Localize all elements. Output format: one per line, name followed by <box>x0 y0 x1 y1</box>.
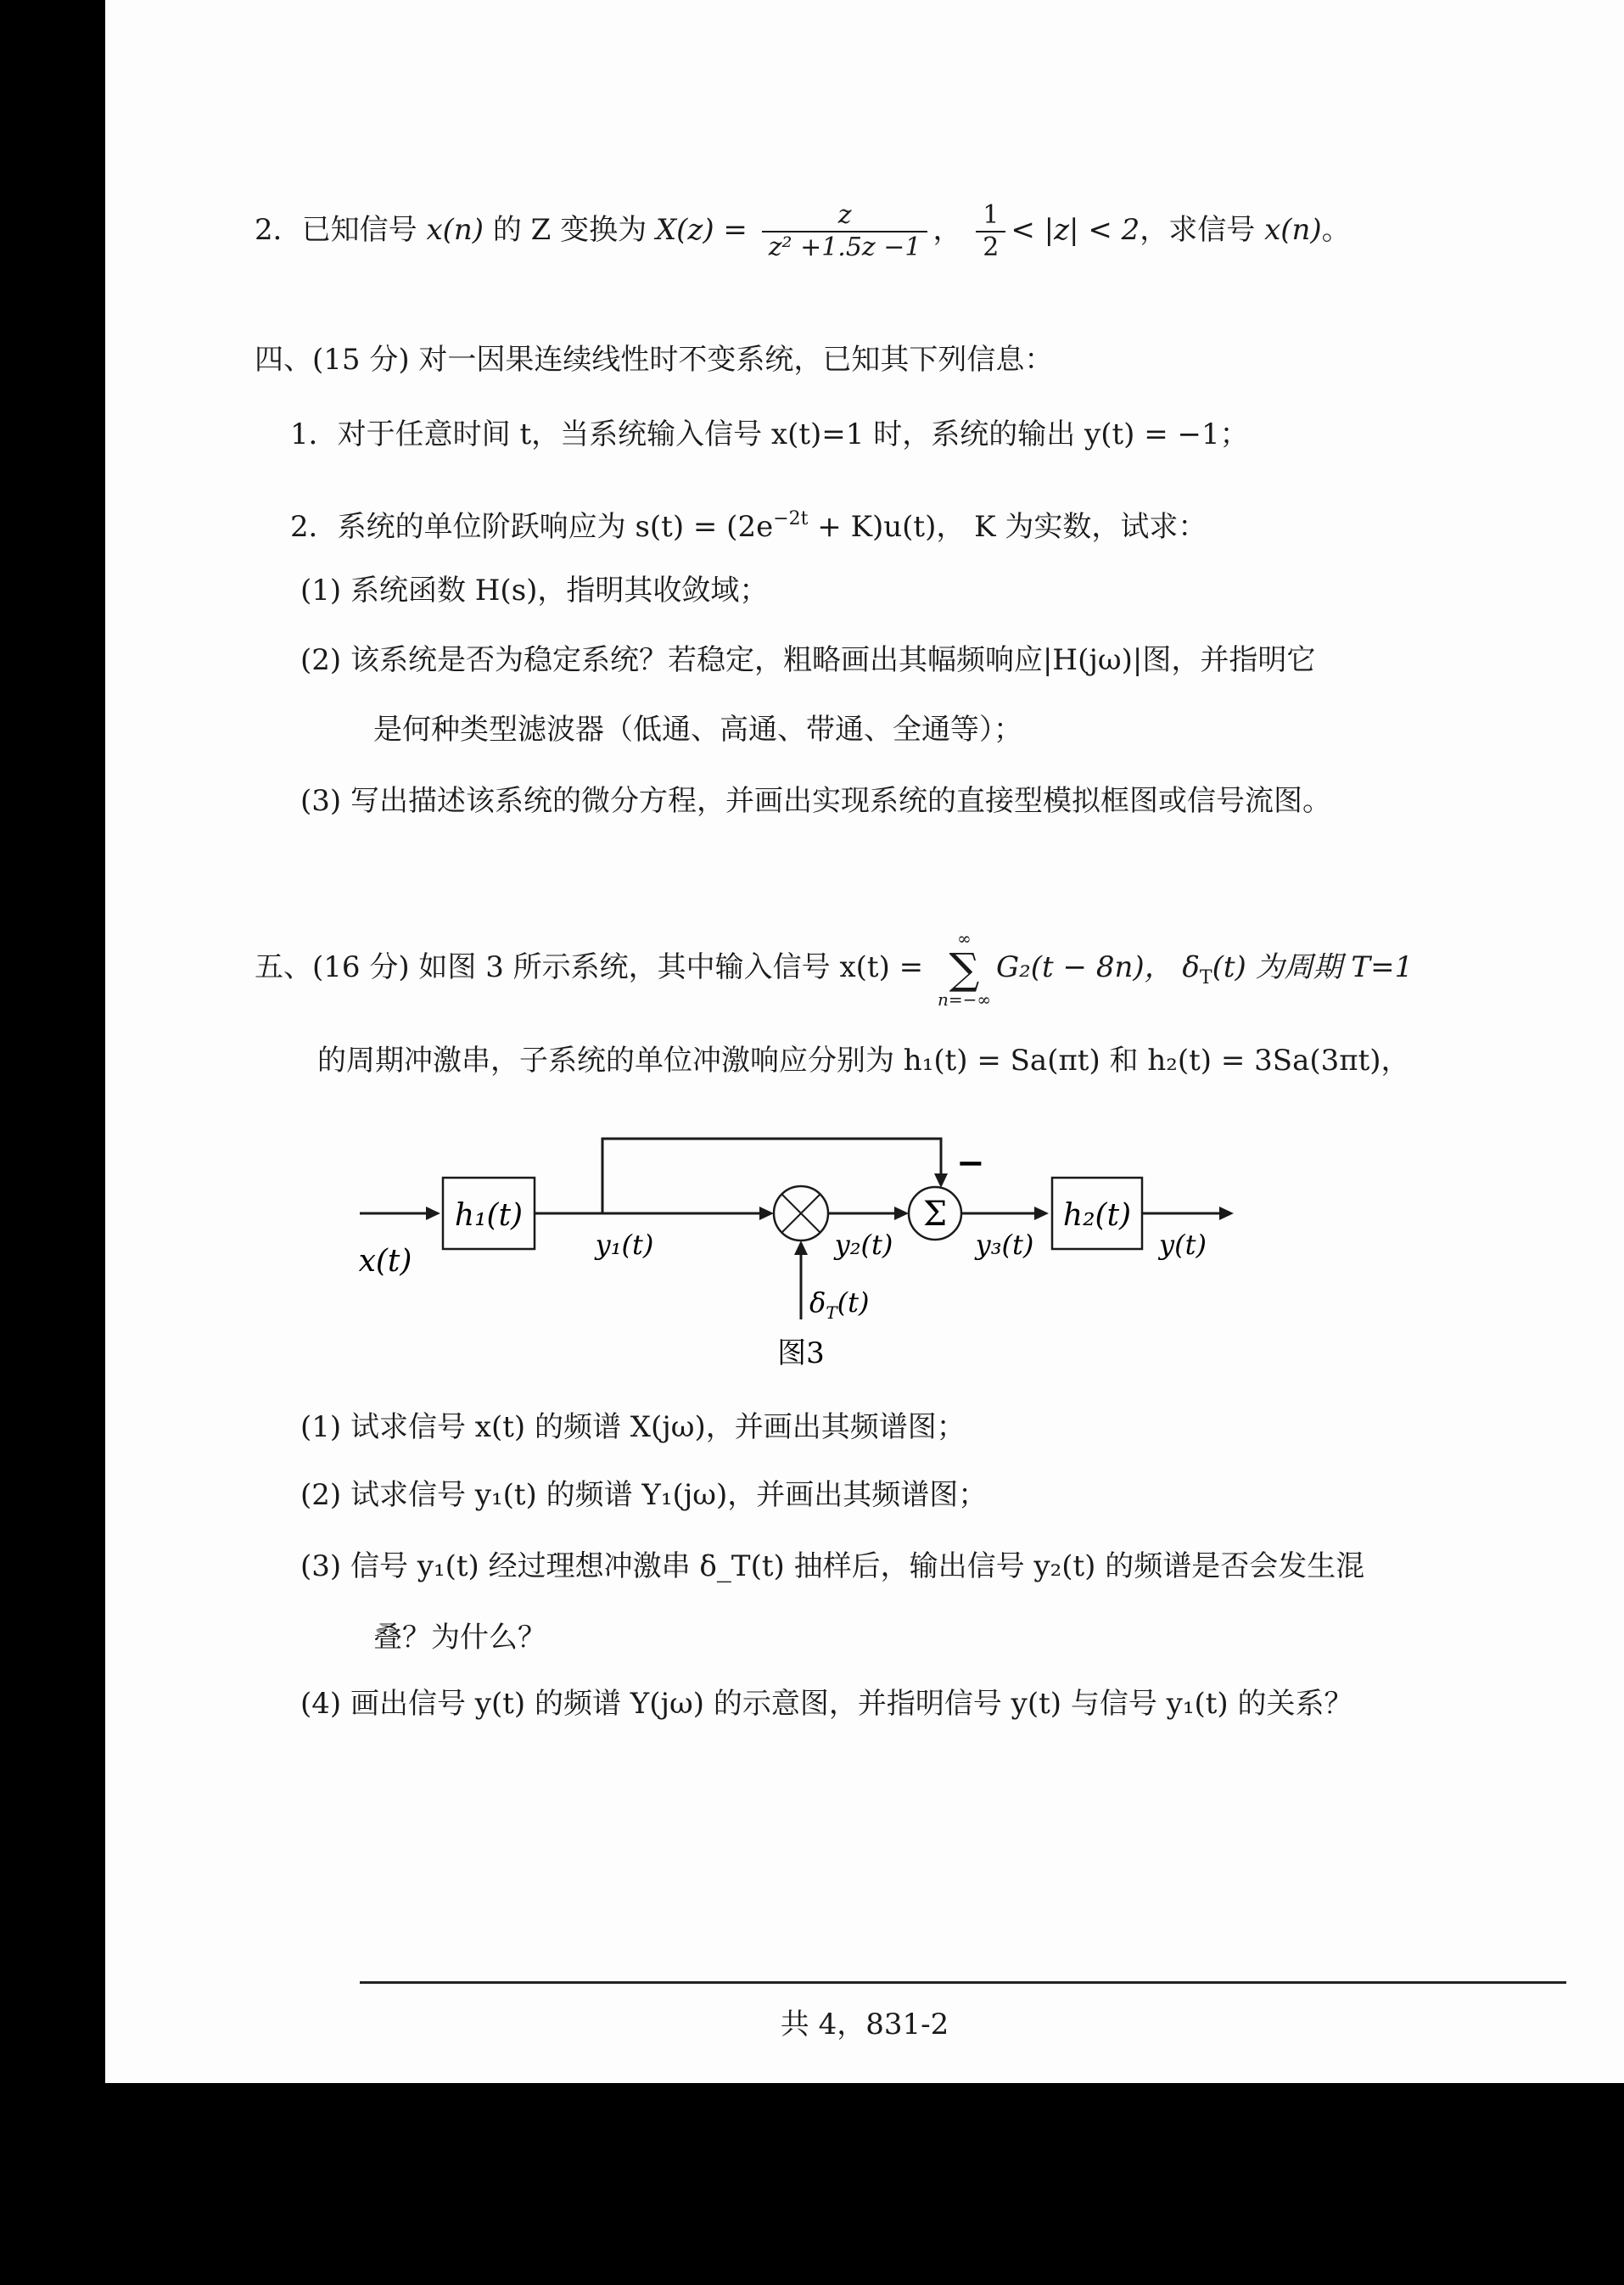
q3-2-xn2: x(n) <box>1264 213 1322 247</box>
q3-2-end: 。 <box>1321 213 1351 247</box>
footer-rule <box>360 1981 1566 1984</box>
q4-sub-2-line-1: (2) 该系统是否为稳定系统？若稳定，粗略画出其幅频响应|H(jω)|图，并指明它 <box>300 643 1316 677</box>
y-label: y(t) <box>1159 1229 1207 1261</box>
delta-t: (t) <box>837 1286 870 1319</box>
q5-sub-3-line-1: (3) 信号 y₁(t) 经过理想冲激串 δ_T(t) 抽样后，输出信号 y₂(t) 的频谱是否会发生混 <box>300 1549 1365 1583</box>
q4-item-2 <box>290 502 1207 544</box>
q3-2-frac-num: z <box>837 200 852 230</box>
q5-heading <box>255 925 1413 1021</box>
q5-heading-line-2: 的周期冲激串，子系统的单位冲激响应分别为 h₁(t) = Sa(πt) 和 h₂(t) = 3Sa(3πt)， <box>317 1044 1410 1078</box>
delta-symbol: δ <box>809 1286 826 1319</box>
delta-arrowhead <box>794 1241 808 1255</box>
q4-item-2-b: + K)u(t)， K 为实数，试求： <box>808 510 1207 544</box>
q3-2-text-b: 的 Z 变换为 <box>492 213 647 247</box>
q4-item-1: 1．对于任意时间 t，当系统输入信号 x(t)=1 时，系统的输出 y(t) = −1； <box>290 417 1249 451</box>
q3-2-frac-den: z² +1.5z −1 <box>762 231 928 263</box>
q3-2-roc-num: 1 <box>983 200 1000 230</box>
q5-sum-sigma: ∑ <box>949 944 980 994</box>
delta-subscript: T <box>826 1302 837 1323</box>
q3-2-roc-rest: < |z| < 2 <box>1011 213 1140 247</box>
q3-2-xn: x(n) <box>426 213 484 247</box>
figure-3-block-diagram <box>258 1120 1361 1375</box>
q4-sub-2-line-2: 是何种类型滤波器（低通、高通、带通、全通等）； <box>373 713 1022 747</box>
q5-sub-4: (4) 画出信号 y(t) 的频谱 Y(jω) 的示意图，并指明信号 y(t) 与信号 y₁(t) 的关系？ <box>300 1687 1353 1721</box>
q3-2-text-a: 已知信号 <box>301 213 417 247</box>
y3-label: y₃(t) <box>975 1229 1034 1261</box>
q3-2-roc-den: 2 <box>976 231 1005 263</box>
q5-sub-3-line-2: 叠？为什么？ <box>373 1621 546 1655</box>
q5-sub-1: (1) 试求信号 x(t) 的频谱 X(jω)，并画出其频谱图； <box>300 1410 966 1444</box>
bypass-path <box>602 1139 941 1213</box>
y3-arrowhead <box>1034 1207 1049 1220</box>
q5-heading-a: 五、(16 分) 如图 3 所示系统，其中输入信号 x(t) = <box>255 950 924 984</box>
x-label: x(t) <box>358 1244 412 1279</box>
q5-sum-bottom: n=−∞ <box>937 989 991 1010</box>
q3-2-Xz: X(z) = <box>655 213 748 247</box>
q5-heading-b: G₂(t − 8n)， δ <box>996 950 1200 984</box>
q5-summation <box>938 929 991 1009</box>
q5-sub-2: (2) 试求信号 y₁(t) 的频谱 Y₁(jω)，并画出其频谱图； <box>300 1478 988 1512</box>
h2-label: h₂(t) <box>1062 1198 1132 1233</box>
delta-label <box>809 1286 869 1323</box>
minus-sign: − <box>956 1143 985 1183</box>
page-footer: 共 4，831-2 <box>780 2008 949 2041</box>
input-arrowhead <box>426 1207 440 1220</box>
q5-sum-top: ∞ <box>957 928 972 949</box>
q3-2-text-c: ，求信号 <box>1140 213 1256 247</box>
y2-label: y₂(t) <box>834 1229 893 1261</box>
q3-2-fraction <box>762 200 928 263</box>
y1-label: y₁(t) <box>595 1229 654 1261</box>
output-arrowhead <box>1219 1207 1234 1220</box>
q3-2-line <box>255 200 1351 263</box>
q4-item-2-a: 2．系统的单位阶跃响应为 s(t) = (2e <box>290 510 774 544</box>
figure-caption: 图3 <box>777 1336 825 1370</box>
q4-item-2-sup: −2t <box>773 508 809 529</box>
q4-sub-3: (3) 写出描述该系统的微分方程，并画出实现系统的直接型模拟框图或信号流图。 <box>300 784 1331 818</box>
q3-2-number: 2． <box>255 213 302 247</box>
q5-heading-c: (t) 为周期 T=1 <box>1212 950 1414 984</box>
q4-sub-1: (1) 系统函数 H(s)，指明其收敛域； <box>300 574 769 608</box>
summer-sigma: Σ <box>922 1195 948 1234</box>
bypass-arrowhead <box>934 1173 948 1188</box>
exam-page <box>105 0 1624 2083</box>
y2-arrowhead <box>894 1207 909 1220</box>
q3-2-comma: ， <box>932 213 962 247</box>
q5-heading-sub: T <box>1199 967 1212 988</box>
y1-arrowhead <box>759 1207 774 1220</box>
h1-label: h₁(t) <box>454 1198 524 1233</box>
q4-heading: 四、(15 分) 对一因果连续线性时不变系统，已知其下列信息： <box>255 343 1054 377</box>
q3-2-roc-fraction <box>976 200 1005 263</box>
